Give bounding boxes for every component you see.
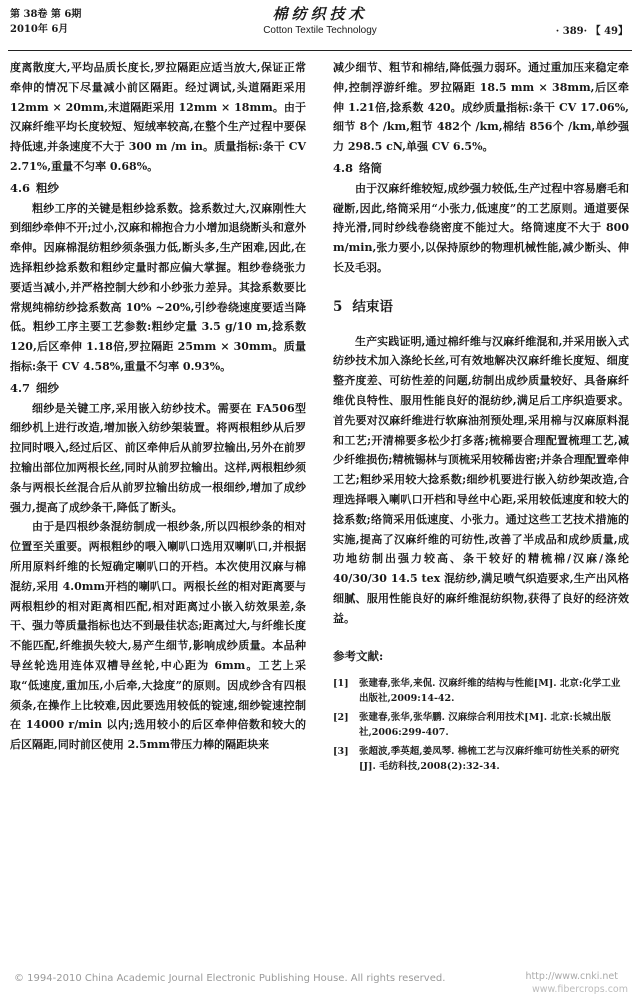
paragraph: 度离散度大,平均品质长度长,罗拉隔距应适当放大,保证正常牵伸的情况下尽量减小前区隔距。经过调试,头道隔距采用 12mm × 20mm,末道隔距采用 12mm × 18mm。由于汉麻纤维平均长度较短、短绒率较高,在整个生产过程中要保持低速,并条速度不大于 300 m /m in。质量指标:条干 CV 2.71%,重量不匀率 0.68%。 bbox=[10, 61, 306, 173]
header-rule bbox=[8, 50, 632, 51]
watermark: www.fibercrops.com bbox=[531, 984, 628, 995]
page-header bbox=[0, 0, 640, 58]
page-footer bbox=[0, 965, 640, 1000]
section-number: 4.8 bbox=[333, 160, 354, 175]
paragraph: 由于汉麻纤维较短,成纱强力较低,生产过程中容易磨毛和碰断,因此,络筒采用“小张力,低速度”的工艺原则。通道要保持光滑,同时纱线卷绕密度不能过大。络筒速度不大于 800 m/min,张力要小,以保持原纱的物理机械性能,减少断头、伸长及毛羽。 bbox=[333, 181, 629, 274]
section-heading-4-7 bbox=[10, 379, 306, 399]
paragraph: 生产实践证明,通过棉纤维与汉麻纤维混和,并采用嵌入式纺纱技术加入涤纶长丝,可有效地解决汉麻纤维长度短、细度整齐度差、可纺性差的问题,纺制出成纱质量较好、具备麻纤维优良特性、服用性能良好的混纺纱,满足后工序织造要求。首先要对汉麻纤维进行软麻油剂预处理,采用棉与汉麻原料混和工艺;开清棉要多松少打多落;梳棉要合理配置梳理工艺,减少纤维损伤;精梳锡林与顶梳采用较稀齿密;并条合理配置牵伸工艺;粗纱采用较大捻系数;细纱机要进行嵌入纺纱架改造,合理选择喂入喇叭口开档和导丝中心距,采用较低速度和较大的捻系数;络筒采用低速度、小张力。通过这些工艺技术措施的实施,提高了汉麻纤维的可纺性,改善了半成品和成纱质量,成功地纺制出强力较高、条干较好的精梳棉/汉麻/涤纶 40/30/30 14.5 tex 混纺纱,满足喷气织造要求,生产出风格细腻、服用性能良好的麻纤维混纺织物,获得了良好的经济效益。 bbox=[333, 334, 629, 625]
paragraph: 细纱是关键工序,采用嵌入纺纱技术。需要在 FA506型细纱机上进行改造,增加嵌入纺纱架装置。将两根粗纱从后罗拉同时喂入,经过后区、前区牵伸后从前罗拉输出,另外在前罗拉输出部位加两根长丝,同时从前罗拉输出。这样,两根粗纱须条与两根长丝混合后从前罗拉输出纺成一根细纱,增加了成纱强力,提高了成纱条干,降低了断头。 bbox=[10, 401, 306, 514]
right-column bbox=[333, 58, 629, 778]
left-column bbox=[10, 58, 306, 755]
journal-title-en: Cotton Textile Technology bbox=[263, 25, 377, 36]
paragraph: 减少细节、粗节和棉结,降低强力弱环。通过重加压来稳定牵伸,控制浮游纤维。罗拉隔距 18.5 mm × 38mm,后区牵伸 1.21倍,捻系数 420。成纱质量指标:条干 CV 17.06%,细节 8个 /km,粗节 482个 /km,棉结 856个 /km,单纱强力 298.5 cN,单强 CV 6.5%。 bbox=[333, 61, 629, 154]
section-title: 结束语 bbox=[352, 298, 393, 315]
reference-item bbox=[333, 710, 629, 740]
section-number: 4.6 bbox=[10, 180, 31, 195]
section-heading-5 bbox=[333, 298, 629, 318]
volume-issue: 第 38卷 第 6期 bbox=[10, 9, 82, 20]
reference-item bbox=[333, 744, 629, 774]
page-number: · 389· 【 49】 bbox=[555, 26, 628, 37]
journal-title bbox=[220, 3, 420, 36]
cnki-link[interactable]: http://www.cnki.net bbox=[525, 971, 618, 982]
reference-text: 张建春,张华,来侃. 汉麻纤维的结构与性能[M]. 北京:化学工业出版社,2009:14-42. bbox=[359, 678, 621, 705]
section-number: 5 bbox=[333, 298, 343, 315]
paragraph: 由于是四根纱条混纺制成一根纱条,所以四根纱条的相对位置至关重要。两根粗纱的喂入喇叭口选用双喇叭口,并根据所用原料纤维的长短确定喇叭口的开档。本次使用汉麻与棉混纺,采用 4.0mm开档的喇叭口。两根长丝的相对距离要与两根粗纱的相对距离相匹配,相对距离过小嵌入纺效果差,条干、强力等质量指标也达不到最佳状态;距离过大,与纤维长度不能匹配,纤维损失较大,易产生细节,影响成纱质量。本品种导丝轮选用连体双槽导丝轮,中心距为 6mm。工艺上采取“低速度,重加压,小后牵,大捻度”的原则。因成纱含有四根须条,在操作上比较难,因此要选用较低的锭速,细纱锭速控制在 14000 r/min 以内;选用较小的后区牵伸倍数和较大的后区隔距,同时前区使用 2.5mm带压力棒的隔距块来 bbox=[10, 520, 306, 752]
reference-number: [2] bbox=[333, 712, 349, 724]
references-title: 参考文献: bbox=[333, 648, 384, 663]
reference-item bbox=[333, 676, 629, 706]
section-title: 粗纱 bbox=[36, 180, 60, 195]
section-title: 络筒 bbox=[359, 160, 383, 175]
section-heading-4-8 bbox=[333, 159, 629, 179]
paragraph: 粗纱工序的关键是粗纱捻系数。捻系数过大,汉麻刚性大到细纱牵伸不开;过小,汉麻和棉抱合力小增加退绕断头和意外牵伸。因麻棉混纺粗纱须条强力低,断头多,生产困难,因此,在选择粗纱捻系数和粗纱定量时都应偏大掌握。粗纱卷绕张力要适当减小,并严格控制大纱和小纱张力差异。其捻系数要比常规纯棉纺纱捻系数高 10% ~20%,引纱卷绕速度要适当降低。粗纱工序主要工艺参数:粗纱定量 3.5 g/10 m,捻系数 120,后区牵伸 1.18倍,罗拉隔距 25mm × 30mm。质量指标:条干 CV 4.58%,重量不匀率 0.93%。 bbox=[10, 201, 306, 373]
section-number: 4.7 bbox=[10, 380, 31, 395]
issue-info bbox=[10, 7, 81, 37]
copyright-notice: © 1994-2010 China Academic Journal Electronic Publishing House. All rights reserved. bbox=[14, 973, 446, 984]
reference-list bbox=[333, 676, 629, 774]
reference-number: [1] bbox=[333, 678, 349, 690]
section-heading-4-6 bbox=[10, 179, 306, 199]
section-title: 细纱 bbox=[36, 380, 60, 395]
reference-text: 张建春,张华,张华鹏. 汉麻综合利用技术[M]. 北京:长城出版社,2006:299-407. bbox=[359, 712, 611, 739]
reference-text: 张超波,季英超,姜凤琴. 棉梳工艺与汉麻纤维可纺性关系的研究[J]. 毛纺科技,2008(2):32-34. bbox=[359, 746, 620, 773]
reference-number: [3] bbox=[333, 746, 349, 758]
journal-title-cn: 棉纺织技术 bbox=[272, 5, 368, 23]
issue-date: 2010年 6月 bbox=[10, 24, 69, 35]
